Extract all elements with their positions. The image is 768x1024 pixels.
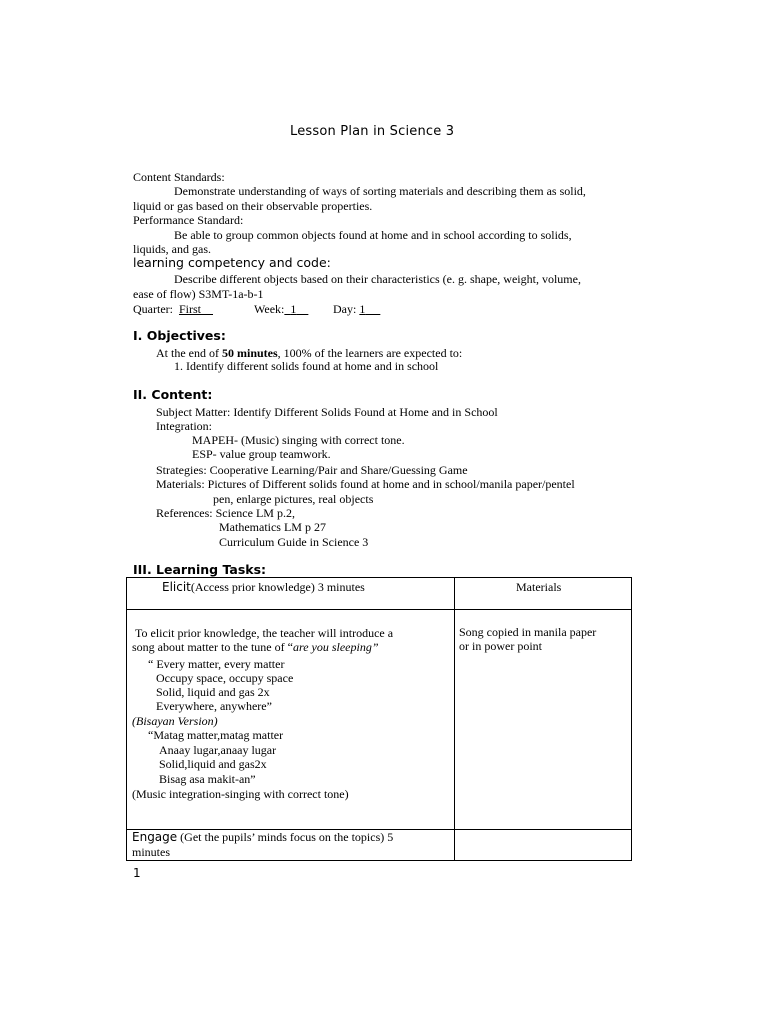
- song-line: “ Every matter, every matter: [148, 657, 285, 671]
- content-standards-text: Demonstrate understanding of ways of sorting materials and describing them as solid,: [174, 184, 586, 198]
- references: References: Science LM p.2,: [156, 506, 295, 520]
- song-line: Occupy space, occupy space: [156, 671, 294, 685]
- song-line: Anaay lugar,anaay lugar: [159, 743, 277, 757]
- learning-competency-text: Describe different objects based on their characteristics (e. g. shape, weight, volume,: [174, 272, 581, 286]
- reference-item: Curriculum Guide in Science 3: [219, 535, 369, 549]
- performance-standard-text: Be able to group common objects found at home and in school according to solids,: [174, 228, 572, 242]
- table-row: [127, 610, 632, 830]
- week-line: [254, 302, 308, 316]
- engage-materials-cell: [455, 830, 632, 861]
- page-number: 1: [133, 866, 141, 880]
- subject-matter: Subject Matter: Identify Different Solids Found at Home and in School: [156, 405, 498, 419]
- reference-item: Mathematics LM p 27: [219, 520, 326, 534]
- objectives-intro: At the end of 50 minutes, 100% of the learners are expected to:: [156, 346, 463, 360]
- materials-cont: pen, enlarge pictures, real objects: [213, 492, 374, 506]
- week-value: 1: [290, 302, 297, 316]
- materials-body-cell: [455, 610, 632, 830]
- quarter-value: First: [178, 302, 201, 316]
- engage-desc: (Get the pupils’ minds focus on the topics) 5: [177, 830, 394, 844]
- materials-item: or in power point: [459, 639, 542, 653]
- music-note: (Music integration-singing with correct tone): [132, 787, 349, 801]
- elicit-label: Elicit: [162, 580, 191, 594]
- day-line: [333, 302, 380, 316]
- materials-header-cell: [455, 578, 632, 610]
- performance-standard-label: Performance Standard:: [133, 213, 244, 227]
- learning-competency-label: learning competency and code:: [133, 255, 331, 270]
- content-standards-text: liquid or gas based on their observable properties.: [133, 199, 373, 213]
- quarter-label: Quarter:: [133, 302, 173, 316]
- integration-label: Integration:: [156, 419, 212, 433]
- day-label: Day:: [333, 302, 357, 316]
- integration-item: MAPEH- (Music) singing with correct tone.: [192, 433, 405, 447]
- materials-item: Song copied in manila paper: [459, 625, 597, 639]
- objective-item: 1. Identify different solids found at home and in school: [174, 359, 439, 373]
- song-line: Bisag asa makit-an”: [159, 772, 256, 786]
- materials: Materials: Pictures of Different solids found at home and in school/manila paper/pentel: [156, 477, 575, 491]
- quarter-line: [133, 302, 213, 316]
- elicit-body-line: song about matter to the tune of “are you sleeping”: [132, 640, 379, 654]
- engage-label: Engage: [132, 830, 178, 844]
- elicit-body-line: To elicit prior knowledge, the teacher will introduce a: [135, 626, 394, 640]
- song-line: Everywhere, anywhere”: [156, 699, 272, 713]
- elicit-desc: (Access prior knowledge) 3 minutes: [190, 580, 365, 594]
- song-line: “Matag matter,matag matter: [148, 728, 284, 742]
- elicit-header: [162, 580, 365, 594]
- integration-item: ESP- value group teamwork.: [192, 447, 331, 461]
- objectives-heading: I. Objectives:: [133, 328, 226, 343]
- table-row: [127, 830, 632, 861]
- learning-tasks-table: [126, 577, 632, 861]
- learning-tasks-heading: III. Learning Tasks:: [133, 562, 267, 577]
- learning-competency-code: ease of flow) S3MT-1a-b-1: [133, 287, 264, 301]
- table-header-row: [127, 578, 632, 610]
- page-title: Lesson Plan in Science 3: [290, 124, 455, 139]
- strategies: Strategies: Cooperative Learning/Pair and Share/Guessing Game: [156, 463, 468, 477]
- engage-header: [132, 830, 393, 844]
- content-standards-label: Content Standards:: [133, 170, 225, 184]
- elicit-body-cell: [127, 610, 455, 830]
- performance-standard-text: liquids, and gas.: [133, 242, 211, 256]
- duration-bold: 50 minutes: [221, 346, 278, 360]
- materials-header: Materials: [516, 580, 562, 594]
- content-heading: II. Content:: [133, 387, 213, 402]
- elicit-header-cell: [127, 578, 455, 610]
- week-label: Week:: [254, 302, 285, 316]
- day-value: 1: [359, 302, 366, 316]
- engage-cell: [127, 830, 455, 861]
- bisayan-label: (Bisayan Version): [132, 714, 218, 728]
- song-line: Solid,liquid and gas2x: [159, 757, 267, 771]
- song-line: Solid, liquid and gas 2x: [156, 685, 270, 699]
- engage-desc-cont: minutes: [132, 845, 170, 859]
